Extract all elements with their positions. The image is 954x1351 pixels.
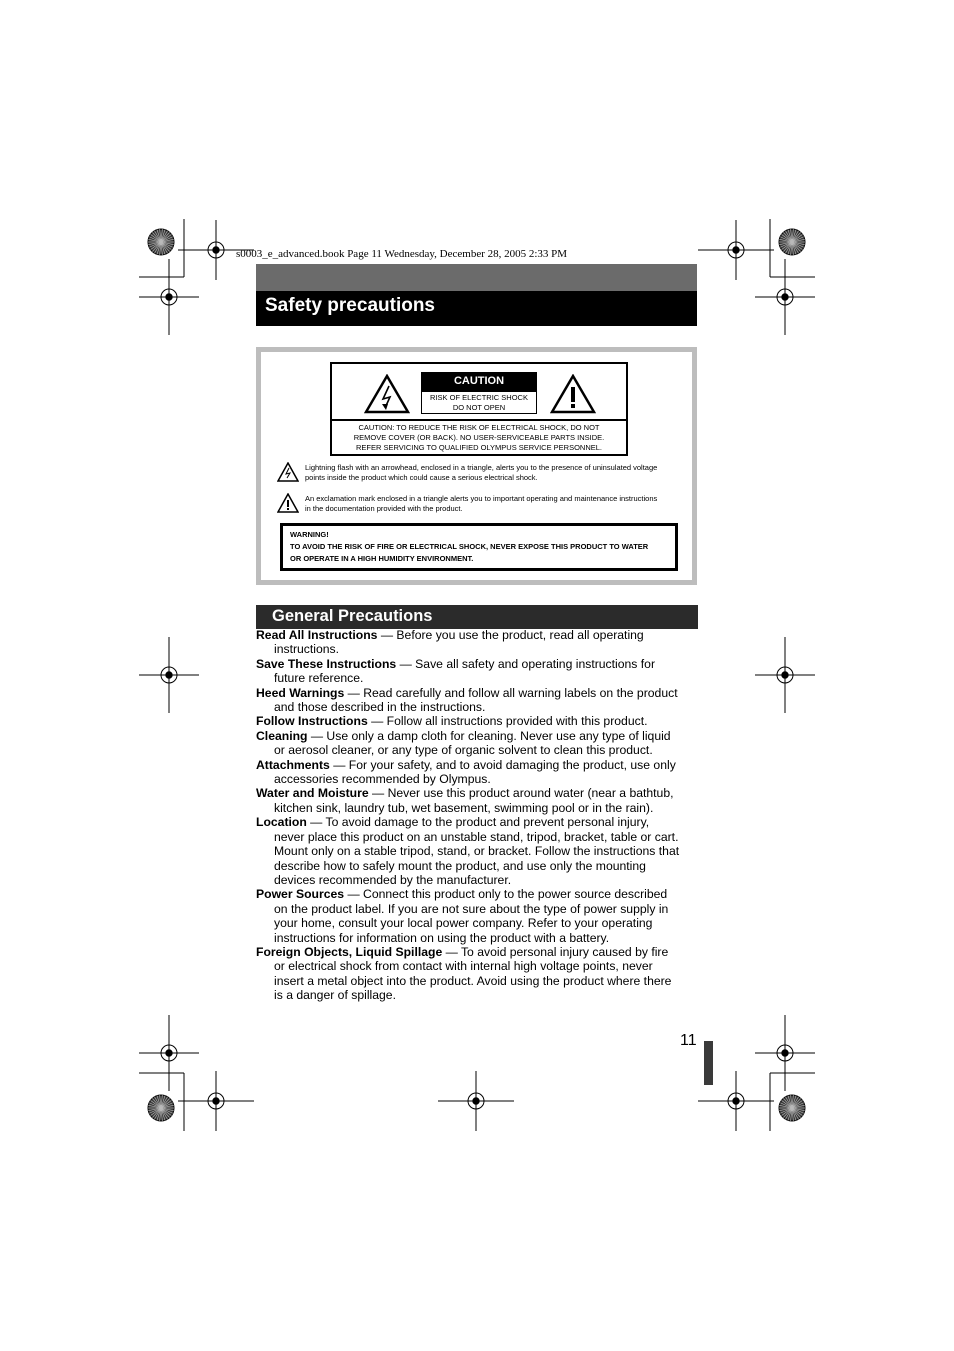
precaution-text: — Use only a damp cloth for cleaning. Never use any type of liquid: [307, 728, 671, 743]
caution-main-line-3: REFER SERVICING TO QUALIFIED OLYMPUS SERVICE PERSONNEL.: [355, 443, 603, 452]
precaution-text: — Connect this product only to the power source described: [344, 887, 668, 902]
precaution-text: — To avoid personal injury caused by fire: [442, 944, 669, 959]
precaution-term: Read All Instructions: [256, 628, 378, 642]
precaution-first-line: [256, 887, 701, 901]
precaution-item: [256, 729, 701, 758]
precaution-text: — Never use this product around water (near a bathtub,: [368, 786, 674, 801]
precaution-continuation: accessories recommended by Olympus.: [274, 772, 491, 787]
crosshair-dot: [782, 294, 788, 300]
lightning-warning-icon: [364, 374, 410, 414]
caution-shock-note: [421, 391, 537, 414]
crosshair-dot: [213, 1098, 219, 1104]
exclamation-symbol-icon: [277, 493, 299, 513]
precaution-first-line: [256, 758, 701, 772]
precaution-first-line: [256, 945, 701, 959]
precaution-continuation: devices recommended by the manufacturer.: [274, 872, 512, 887]
caution-main-text: [334, 423, 624, 453]
precaution-continuation: instructions for information on using the product with a battery.: [274, 930, 610, 945]
precaution-text: — Follow all instructions provided with this product.: [367, 714, 648, 729]
crosshair-dot: [782, 672, 788, 678]
precaution-term: Location: [256, 815, 307, 830]
lightning-note-line-2: points inside the product which could cause a serious electrical shock.: [305, 473, 538, 482]
precaution-text: — Before you use the product, read all operating: [377, 628, 644, 642]
warning-line-1: WARNING!: [290, 530, 329, 539]
book-info-line: s0003_e_advanced.book Page 11 Wednesday, December 28, 2005 2:33 PM: [236, 248, 568, 260]
precaution-continuation: future reference.: [274, 671, 364, 686]
precaution-item: [256, 887, 701, 945]
exclamation-warning-icon: [550, 374, 596, 414]
caution-shock-line-2: DO NOT OPEN: [452, 403, 506, 412]
precaution-first-line: [256, 628, 701, 642]
precaution-continuation: instructions.: [274, 642, 340, 657]
precaution-item: [256, 686, 701, 715]
precaution-item: [256, 657, 701, 686]
precaution-continuation: describe how to safely mount the product, and use only the mounting: [274, 858, 646, 873]
precaution-continuation: is a danger of spillage.: [274, 988, 396, 1003]
precaution-term: Cleaning: [256, 728, 308, 743]
warning-line-2: TO AVOID THE RISK OF FIRE OR ELECTRICAL SHOCK, NEVER EXPOSE THIS PRODUCT TO WATER: [290, 542, 649, 551]
exclamation-note-line-1: An exclamation mark enclosed in a triangle alerts you to important operating and maintenance instructions: [305, 494, 658, 503]
crosshair-dot: [213, 247, 219, 253]
caution-main-line-2: REMOVE COVER (OR BACK). NO USER-SERVICEABLE PARTS INSIDE.: [353, 433, 605, 442]
precaution-item: [256, 786, 701, 815]
crosshair-dot: [782, 1050, 788, 1056]
label-divider: [332, 419, 626, 421]
precaution-continuation: or electrical shock from contact with internal high voltage points, never: [274, 959, 653, 974]
precaution-first-line: [256, 815, 701, 829]
caution-main-line-1: CAUTION: TO REDUCE THE RISK OF ELECTRICAL SHOCK, DO NOT: [358, 423, 600, 432]
precaution-continuation: or aerosol cleaner, or any type of organic solvent to clean this product.: [274, 743, 653, 758]
precaution-first-line: [256, 686, 701, 700]
crosshair-dot: [733, 247, 739, 253]
precaution-first-line: [256, 657, 701, 671]
precaution-term: Save These Instructions: [256, 656, 397, 671]
crosshair-dot: [166, 672, 172, 678]
lightning-note-line-1: Lightning flash with an arrowhead, enclosed in a triangle, alerts you to the presence of uninsulated voltage: [305, 463, 658, 472]
lightning-symbol-icon: [277, 462, 299, 482]
precaution-text: — Read carefully and follow all warning labels on the product: [344, 685, 678, 700]
crosshair-dot: [166, 294, 172, 300]
precaution-continuation: on the product label. If you are not sure about the type of power supply in: [274, 901, 669, 916]
exclamation-symbol-note: [305, 494, 683, 514]
warning-text: [290, 529, 675, 565]
precaution-continuation: kitchen sink, laundry tub, wet basement, swimming pool or in the rain).: [274, 800, 654, 815]
precaution-item: [256, 714, 701, 728]
exclamation-note-line-2: in the documentation provided with the product.: [305, 504, 463, 513]
precaution-term: Water and Moisture: [256, 786, 369, 801]
precaution-term: Follow Instructions: [256, 714, 368, 729]
precaution-first-line: [256, 729, 701, 743]
crosshair-dot: [473, 1098, 479, 1104]
crosshair-dot: [166, 1050, 172, 1056]
precaution-item: [256, 945, 701, 1003]
precaution-text: — For your safety, and to avoid damaging the product, use only: [329, 757, 676, 772]
precaution-continuation: your home, consult your local power company. Refer to your operating: [274, 916, 653, 931]
precaution-list: [256, 628, 701, 1003]
precaution-continuation: and those described in the instructions.: [274, 700, 486, 715]
precaution-first-line: [256, 786, 701, 800]
precaution-term: Foreign Objects, Liquid Spillage: [256, 944, 443, 959]
lightning-symbol-note: [305, 463, 683, 483]
precaution-continuation: never place this product on an unstable stand, tripod, bracket, table or cart.: [274, 829, 679, 844]
precaution-term: Attachments: [256, 757, 330, 772]
precaution-text: — To avoid damage to the product and prevent personal injury,: [306, 815, 650, 830]
precaution-continuation: insert a metal object into the product. Avoid using the product where there: [274, 973, 672, 988]
caution-tag: CAUTION: [421, 372, 537, 391]
crosshair-dot: [733, 1098, 739, 1104]
precaution-term: Power Sources: [256, 887, 345, 902]
warning-line-3: OR OPERATE IN A HIGH HUMIDITY ENVIRONMENT.: [290, 554, 474, 563]
precaution-term: Heed Warnings: [256, 685, 345, 700]
thumb-tab: [704, 1041, 713, 1085]
caution-shock-line-1: RISK OF ELECTRIC SHOCK: [430, 393, 528, 402]
page-number: 11: [680, 1032, 697, 1049]
section-title: General Precautions: [272, 607, 433, 625]
precaution-text: — Save all safety and operating instructions for: [396, 656, 656, 671]
precaution-first-line: [256, 714, 701, 728]
precaution-item: [256, 628, 701, 657]
precaution-item: [256, 758, 701, 787]
precaution-item: [256, 815, 701, 887]
precaution-continuation: Mount only on a stable tripod, stand, or bracket. Follow the instructions that: [274, 844, 680, 859]
page-title: Safety precautions: [265, 295, 435, 316]
header-gray-band: [256, 264, 697, 291]
